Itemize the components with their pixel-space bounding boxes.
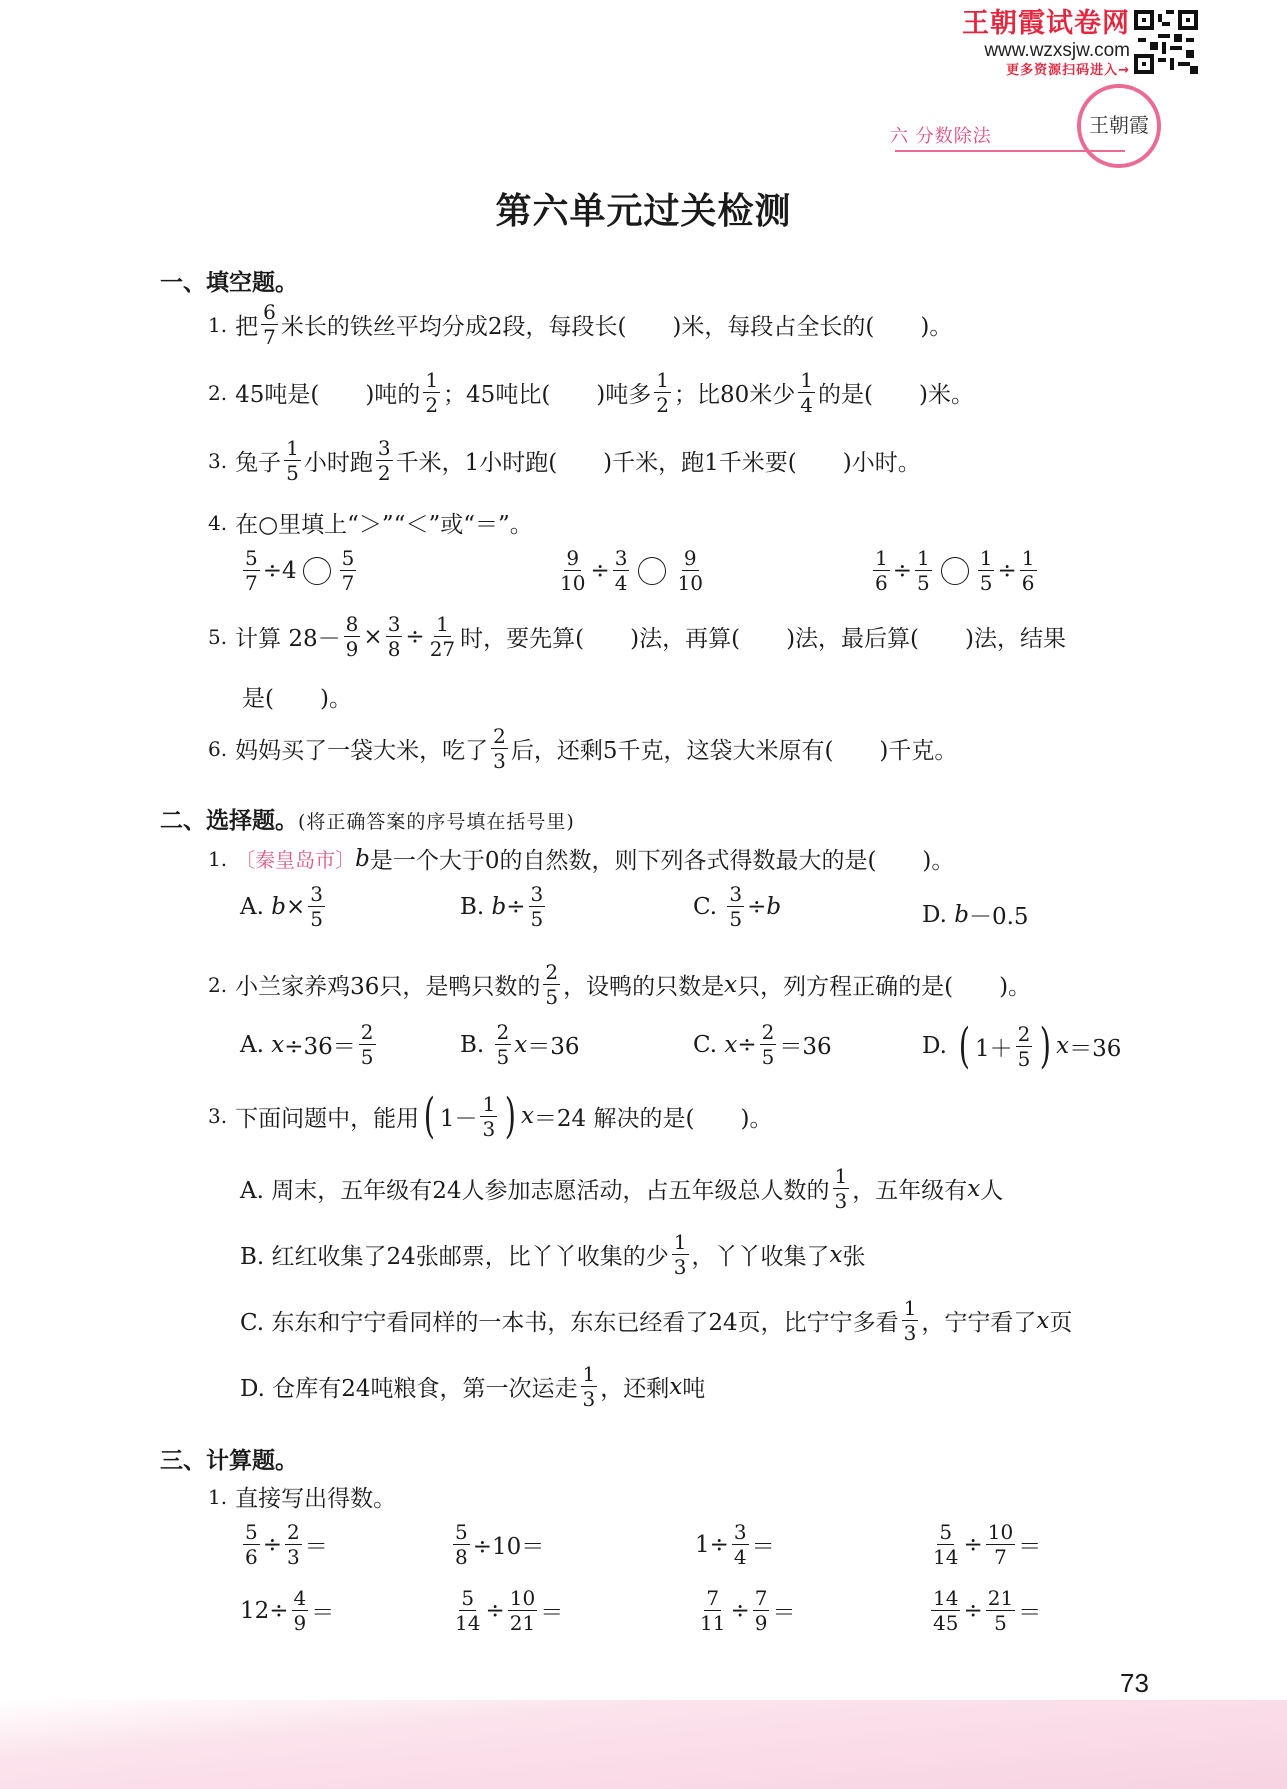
- publisher-brand: [930, 8, 1130, 80]
- variable-x: x: [1036, 1307, 1050, 1334]
- section-heading-choice: [160, 802, 575, 835]
- qr-code-icon[interactable]: [1134, 10, 1198, 74]
- option-text: 张: [842, 1244, 866, 1270]
- option-text: 页: [1049, 1310, 1073, 1336]
- question-3-1: [208, 1480, 396, 1513]
- option-text: A. 周末，五年级有24人参加志愿活动，占五年级总人数的: [240, 1178, 830, 1204]
- option-2-2-c[interactable]: C. x ÷ $\frac{2}{5}$ ＝36: [693, 1020, 832, 1069]
- question-1-5-cont: [242, 680, 352, 713]
- question-text: 后，还剩5千克，这袋大米原有( )千克。: [510, 738, 958, 764]
- fraction-1-4: $\frac{1}{4}$: [800, 368, 814, 417]
- question-number: 2.: [208, 972, 228, 997]
- variable-x: x: [669, 1373, 683, 1400]
- option-text: 人: [980, 1178, 1004, 1204]
- question-text: 计算 28－: [235, 626, 341, 652]
- question-text: ×: [363, 623, 383, 650]
- fraction-1-2: $\frac{1}{2}$: [656, 368, 669, 417]
- question-number: 4.: [208, 510, 228, 535]
- compare-c: $\frac{1}{6}$ ÷ $\frac{1}{5}$ $\frac{1}{5}$ ÷ $\frac{1}{6}$: [875, 546, 1035, 595]
- compare-b: $\frac{9}{10}$ ÷ $\frac{3}{4}$ $\frac{9}{10}$: [560, 546, 703, 595]
- question-number: 1.: [208, 312, 228, 337]
- variable-b: b: [355, 845, 370, 872]
- calc-item[interactable]: $\frac{5}{14}$ ÷ $\frac{10}{7}$ ＝: [933, 1520, 1042, 1569]
- variable-x: x: [967, 1175, 981, 1202]
- variable-x: x: [520, 1103, 534, 1129]
- question-text: 45吨是( )吨的: [235, 382, 421, 408]
- question-text: 兔子: [235, 450, 282, 476]
- question-text: 下面问题中，能用: [235, 1105, 420, 1132]
- option-text: ，五年级有: [852, 1178, 968, 1204]
- option-2-3-b[interactable]: B. 红红收集了24张邮票，比丫丫收集的少 $\frac{1}{3}$ ，丫丫收集了 x 张: [240, 1230, 866, 1279]
- brand-name: 王朝霞试卷网: [962, 8, 1130, 39]
- variable-x: x: [724, 971, 738, 998]
- fraction-1-5: $\frac{1}{5}$: [286, 436, 299, 485]
- compare-circle[interactable]: [941, 557, 969, 585]
- question-text: 小兰家养鸡36只，是鸭只数的: [235, 974, 541, 1000]
- question-number: 3.: [208, 1104, 228, 1128]
- question-text: 直接写出得数。: [235, 1486, 397, 1512]
- section-note: (将正确答案的序号填在括号里): [298, 811, 575, 833]
- question-text: ＝24 解决的是( )。: [533, 1105, 773, 1132]
- question-text: 是( )。: [242, 686, 352, 712]
- brand-url[interactable]: www.wzxsjw.com: [984, 40, 1130, 61]
- option-2-3-a[interactable]: A. 周末，五年级有24人参加志愿活动，占五年级总人数的 $\frac{1}{3}$ ，五年级有 x 人: [240, 1164, 1004, 1213]
- option-2-3-c[interactable]: C. 东东和宁宁看同样的一本书，东东已经看了24页，比宁宁多看 $\frac{1}{3}$ ，宁宁看了 x 页: [240, 1296, 1073, 1345]
- question-text: 的是( )米。: [818, 382, 974, 408]
- question-text: ；45吨比( )吨多: [443, 382, 652, 408]
- option-2-3-d[interactable]: D. 仓库有24吨粮食，第一次运走 $\frac{1}{3}$ ，还剩 x 吨: [240, 1362, 706, 1411]
- header-divider: [895, 150, 1125, 152]
- question-text: 只，列方程正确的是( )。: [737, 974, 1032, 1000]
- calc-item[interactable]: $\frac{7}{11}$ ÷ $\frac{7}{9}$ ＝: [700, 1586, 796, 1635]
- question-2-3: 3. 下面问题中，能用 ( 1－ $\frac{1}{3}$ ) x ＝24 解决的是( )。: [208, 1088, 773, 1144]
- question-text: ，设鸭的只数是: [563, 974, 725, 1000]
- option-2-1-a[interactable]: A. b × $\frac{3}{5}$: [240, 882, 323, 931]
- compare-a: $\frac{5}{7}$ ÷4 $\frac{5}{7}$: [245, 546, 355, 595]
- question-1-6: 6. 妈妈买了一袋大米，吃了 $\frac{2}{3}$ 后，还剩5千克，这袋大米原有( )千克。: [208, 724, 958, 773]
- variable-x: x: [829, 1241, 843, 1268]
- option-text: ，丫丫收集了: [691, 1244, 830, 1270]
- section-heading-fill-blank: 一、填空题。: [160, 270, 298, 296]
- option-text: B. 红红收集了24张邮票，比丫丫收集的少: [240, 1244, 669, 1270]
- option-2-2-d[interactable]: D. ( 1＋ $\frac{2}{5}$ ) x ＝36: [922, 1018, 1122, 1074]
- option-2-1-c[interactable]: C. $\frac{3}{5}$ ÷ b: [693, 882, 782, 931]
- compare-circle[interactable]: [638, 557, 666, 585]
- question-text: 米长的铁丝平均分成2段，每段长( )米，每段占全长的( )。: [280, 314, 953, 340]
- question-text: 把: [235, 314, 259, 340]
- option-2-2-a[interactable]: A. x ÷36＝ $\frac{2}{5}$: [240, 1020, 374, 1069]
- question-text: ；比80米少: [674, 382, 796, 408]
- calc-item[interactable]: $\frac{5}{6}$ ÷ $\frac{2}{3}$ ＝: [245, 1520, 328, 1569]
- question-number: 1.: [208, 1484, 228, 1509]
- option-2-1-d[interactable]: D. b －0.5: [922, 901, 1029, 930]
- section-heading-calculation: 三、计算题。: [160, 1448, 298, 1474]
- calc-item[interactable]: 12÷ $\frac{4}{9}$ ＝: [240, 1586, 335, 1635]
- question-text: ÷: [405, 623, 425, 650]
- option-2-2-b[interactable]: B. $\frac{2}{5}$ x ＝36: [460, 1020, 580, 1069]
- seal-text: 王朝霞: [1089, 113, 1149, 137]
- page-title: 第六单元过关检测: [495, 191, 792, 232]
- footer-decoration: [0, 1700, 1287, 1789]
- question-number: 6.: [208, 736, 228, 761]
- question-text: 时，要先算( )法，再算( )法，最后算( )法，结果: [460, 626, 1066, 652]
- compare-circle[interactable]: [303, 557, 331, 585]
- option-text: D. 仓库有24吨粮食，第一次运走: [240, 1376, 578, 1402]
- fraction-1-2: $\frac{1}{2}$: [425, 368, 439, 417]
- fraction-3-2: $\frac{3}{2}$: [377, 436, 391, 485]
- question-1-5: 5. 计算 28－ $\frac{8}{9}$ × $\frac{3}{8}$ ÷ $\frac{1}{27}$ 时，要先算( )法，再算( )法，最后算( )法，结果: [208, 612, 1066, 661]
- question-1-3: [208, 438, 921, 483]
- question-text: 千米，1小时跑( )千米，跑1千米要( )小时。: [395, 450, 921, 476]
- calc-item[interactable]: $\frac{5}{14}$ ÷ $\frac{10}{21}$ ＝: [455, 1586, 564, 1635]
- brand-scan-hint: 更多资源扫码进入→: [1006, 63, 1130, 78]
- question-text: 小时跑: [303, 450, 373, 476]
- calc-item[interactable]: 1÷ $\frac{3}{4}$ ＝: [695, 1520, 775, 1569]
- section-title: 二、选择题。: [160, 808, 298, 834]
- question-1-1: [208, 302, 952, 347]
- question-2-2: 2. 小兰家养鸡36只，是鸭只数的 $\frac{2}{5}$ ，设鸭的只数是 x 只，列方程正确的是( )。: [208, 960, 1032, 1009]
- option-text: 吨: [682, 1376, 706, 1402]
- option-text: C. 东东和宁宁看同样的一本书，东东已经看了24页，比宁宁多看: [240, 1310, 899, 1336]
- calc-item[interactable]: $\frac{14}{45}$ ÷ $\frac{21}{5}$ ＝: [933, 1586, 1042, 1635]
- question-number: 2.: [208, 380, 228, 405]
- question-number: 3.: [208, 448, 228, 473]
- fraction-6-7: $\frac{6}{7}$: [263, 300, 276, 349]
- question-number: 1.: [208, 846, 228, 871]
- question-text: 妈妈买了一袋大米，吃了: [235, 738, 489, 764]
- brand-seal-logo: [1077, 84, 1161, 168]
- question-number: 5.: [208, 624, 228, 649]
- section-tag: 六 分数除法: [890, 126, 992, 147]
- page-number: 73: [1120, 1668, 1149, 1698]
- option-text: ，还剩: [600, 1376, 670, 1402]
- source-tag: 〔秦皇岛市〕: [235, 848, 356, 872]
- calc-item[interactable]: $\frac{5}{8}$ ÷10＝: [455, 1520, 545, 1569]
- option-2-1-b[interactable]: B. b ÷ $\frac{3}{5}$: [460, 882, 544, 931]
- question-1-4: [208, 506, 533, 539]
- question-1-2: [208, 370, 974, 415]
- question-text: 在○里填上“＞”“＜”或“＝”。: [235, 512, 533, 538]
- question-text: 是一个大于0的自然数，则下列各式得数最大的是( )。: [369, 848, 955, 874]
- question-2-1: [208, 842, 954, 875]
- option-text: ，宁宁看了: [921, 1310, 1037, 1336]
